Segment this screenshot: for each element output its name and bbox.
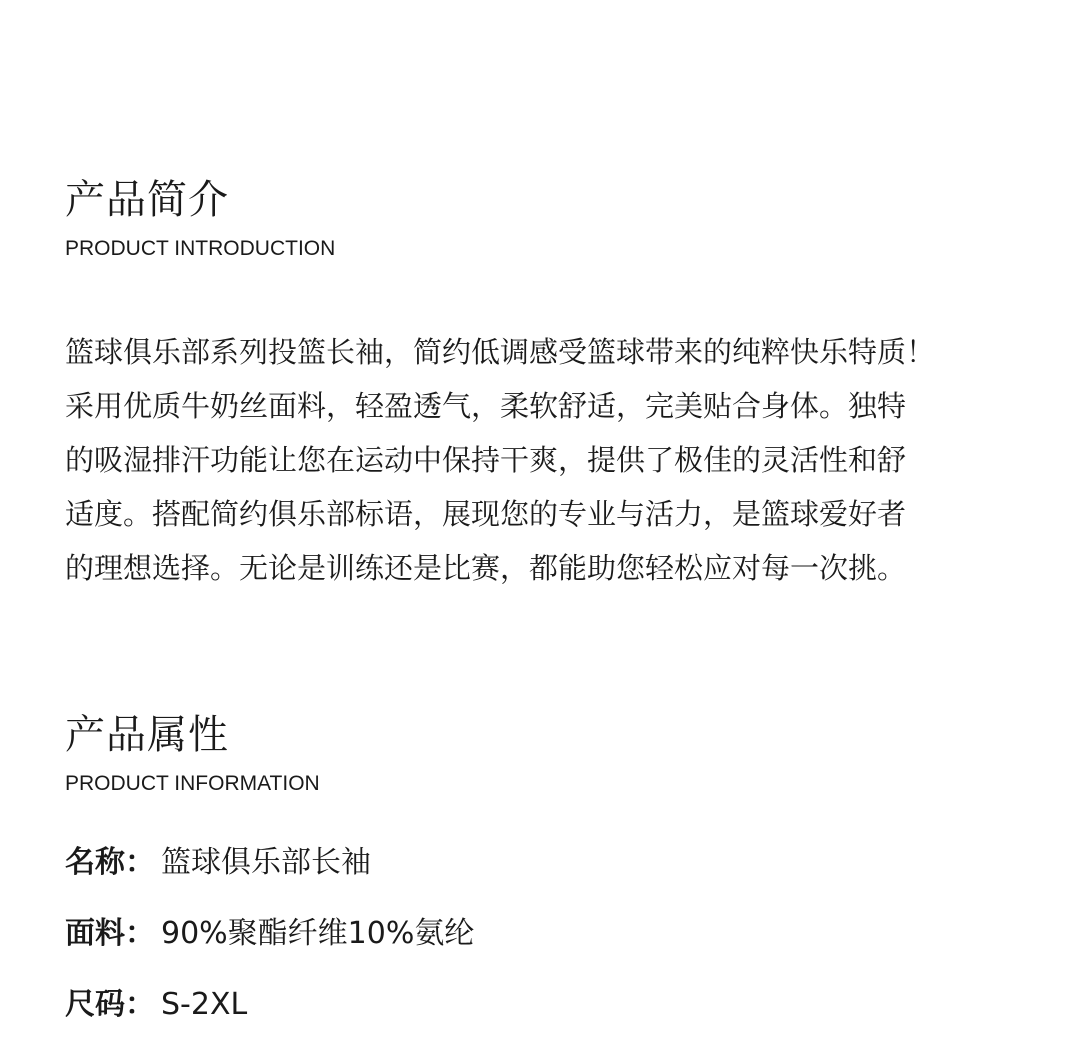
product-introduction-subtitle: PRODUCT INTRODUCTION bbox=[65, 237, 336, 260]
attribute-value: 90%聚酯纤维10%氨纶 bbox=[161, 916, 475, 951]
attribute-row-name bbox=[65, 843, 371, 883]
attribute-row-fabric bbox=[65, 914, 474, 954]
attribute-value: S-2XL bbox=[161, 987, 248, 1022]
product-information-title: 产品属性 bbox=[65, 712, 229, 758]
attribute-label: 尺码： bbox=[65, 987, 155, 1022]
intro-line: 采用优质牛奶丝面料，轻盈透气，柔软舒适，完美贴合身体。独特 bbox=[65, 389, 907, 423]
attribute-label: 名称： bbox=[65, 845, 155, 880]
product-introduction-title: 产品简介 bbox=[65, 177, 229, 223]
product-introduction-body bbox=[65, 325, 1025, 595]
intro-line: 适度。搭配简约俱乐部标语，展现您的专业与活力，是篮球爱好者 bbox=[65, 497, 907, 531]
product-information-subtitle: PRODUCT INFORMATION bbox=[65, 772, 320, 795]
attribute-value: 篮球俱乐部长袖 bbox=[161, 845, 371, 880]
intro-line: 的理想选择。无论是训练还是比赛，都能助您轻松应对每一次挑。 bbox=[65, 551, 907, 585]
intro-line: 篮球俱乐部系列投篮长袖，简约低调感受篮球带来的纯粹快乐特质！ bbox=[65, 335, 936, 369]
attribute-row-size bbox=[65, 985, 247, 1025]
attribute-label: 面料： bbox=[65, 916, 155, 951]
intro-line: 的吸湿排汗功能让您在运动中保持干爽，提供了极佳的灵活性和舒 bbox=[65, 443, 907, 477]
